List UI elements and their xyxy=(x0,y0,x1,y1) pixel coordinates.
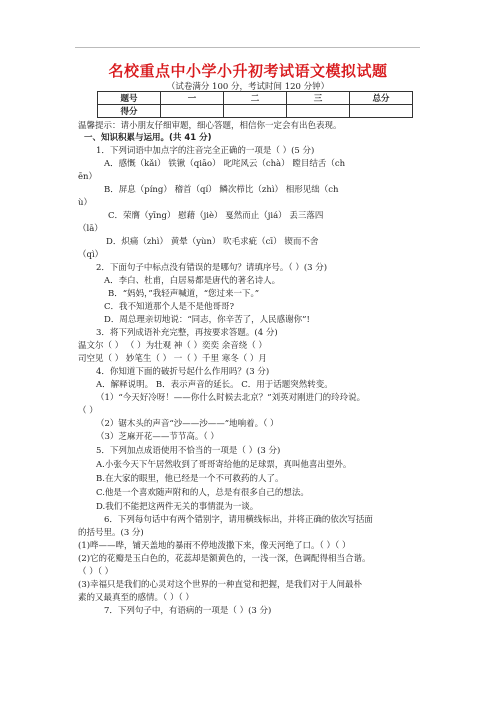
tip-line: 温馨提示：请小朋友仔细审题，细心答题，相信你一定会有出色表现。 xyxy=(78,121,342,131)
sub-question-line: （3）芝麻开花——节节高。（ ） xyxy=(96,432,219,442)
sub-question-line: （ ）（ ） xyxy=(78,567,114,577)
question-line: 4．你知道下面的破折号起什么作用吗？(3 分) xyxy=(96,367,270,377)
sub-question-line: 素的又最真至的感情。（ ）（ ） xyxy=(78,593,194,603)
option-line: B.在大家的眼里，他已经是一个不可救药的人了。 xyxy=(96,474,284,484)
score-header-cell: 三 xyxy=(287,92,350,105)
option-line: ēn） xyxy=(78,172,98,182)
question-line: 2．下面句子中标点没有错误的是哪句？请填序号。（ ）(3 分) xyxy=(96,263,328,273)
header-rule xyxy=(75,47,420,48)
score-cell[interactable] xyxy=(287,105,350,118)
option-line: C．荣膺（yīng） 慰藉（jiè） 戛然而止（jiá） 丢三落四 xyxy=(108,211,324,221)
sub-question-line: (1)哗——哗，铺天盖地的暴雨不停地泼撒下来，像天河绝了口。（ ）（ ） xyxy=(78,541,351,551)
option-line: C.他是一个喜欢随声附和的人，总是有很多自己的想法。 xyxy=(96,488,309,498)
option-line: A．解释说明。 B．表示声音的延长。 C．用于话题突然转变。 xyxy=(96,380,333,390)
option-line: B．屏息（píng） 稽首（qí） 鳞次栉比（zhì） 相形见绌（ch xyxy=(104,185,339,195)
score-header-cell: 题号 xyxy=(98,92,161,105)
sub-question-line: （2）锯木头的声音“沙——沙——”地响着。（ ） xyxy=(96,419,279,429)
exam-title: 名校重点中小学小升初考试语文模拟试题 xyxy=(108,62,388,80)
score-row-label: 得分 xyxy=(98,105,161,118)
question-line: 1．下列词语中加点字的注音完全正确的一项是（ ）(5 分) xyxy=(96,146,315,156)
idiom-line: 司空见（ ） 妙笔生（ ） 一（ ）千里 寒冬（ ）月 xyxy=(78,354,267,364)
question-line: 5．下列加点成语使用不恰当的一项是（ ）(3 分) xyxy=(96,446,281,456)
option-line: （lā） xyxy=(78,224,103,234)
sub-question-line: （ ） xyxy=(78,406,98,416)
option-line: B．“妈妈，”我轻声喊道，“您过来一下。” xyxy=(108,289,260,299)
sub-question-line: (3)幸福只是我们的心灵对这个世界的一种直觉和把握，是我们对于人间最朴 xyxy=(78,580,363,590)
question-line: 7．下列句子中，有语病的一项是（ ）(3 分) xyxy=(104,606,272,616)
question-line: 的括号里。(3 分) xyxy=(78,528,144,538)
score-cell[interactable] xyxy=(161,105,224,118)
score-header-cell: 一 xyxy=(161,92,224,105)
sub-question-line: (2)它的花瓣是玉白色的，花蕊却是额黄色的，一浅一深，色调配得相当合谐。 xyxy=(78,554,371,564)
question-line: 6．下列每句话中有两个错别字，请用横线标出，并将正确的依次写括面 xyxy=(104,515,373,525)
option-line: A．李白、杜甫，白居易都是唐代的著名诗人。 xyxy=(104,276,281,286)
sub-question-line: （1）“今天好冷呀！——你什么时候去北京？”刘英对刚进门的玲玲说。 xyxy=(96,393,366,403)
option-line: D．周总理亲切地说：“同志，你辛苦了，人民感谢你”! xyxy=(104,315,310,325)
option-line: A．感慨（kǎi） 铁锹（qiāo） 叱咤风云（chà） 瞠目结舌（ch xyxy=(104,159,346,169)
option-line: （qì） xyxy=(78,250,104,260)
option-line: C．我不知道那个人是不是他哥哥? xyxy=(104,302,235,312)
score-cell[interactable] xyxy=(224,105,287,118)
exam-subtitle: （试卷满分 100 分，考试时间 120 分钟） xyxy=(166,82,330,92)
option-line: A.小张今天下午居然收到了哥哥寄给他的足球票，真叫他喜出望外。 xyxy=(96,460,352,470)
option-line: ù） xyxy=(78,198,92,208)
score-header-cell: 二 xyxy=(224,92,287,105)
option-line: D．炽痛（zhì） 黄晕（yùn） 吹毛求疵（cī） 锲而不舍 xyxy=(106,237,319,247)
score-table xyxy=(97,91,413,118)
idiom-line: 温文尔（ ） （ ）为壮观 神（ ）奕奕 余音绕（ ） xyxy=(78,341,267,351)
option-line: D.我们不能把这两件无关的事情混为一谈。 xyxy=(96,502,259,512)
score-header-cell: 总分 xyxy=(350,92,413,105)
section-heading: 一、知识积累与运用。(共 41 分) xyxy=(84,133,212,143)
question-line: 3．将下列成语补充完整，再按要求答题。(4 分) xyxy=(96,328,278,338)
score-cell[interactable] xyxy=(350,105,413,118)
